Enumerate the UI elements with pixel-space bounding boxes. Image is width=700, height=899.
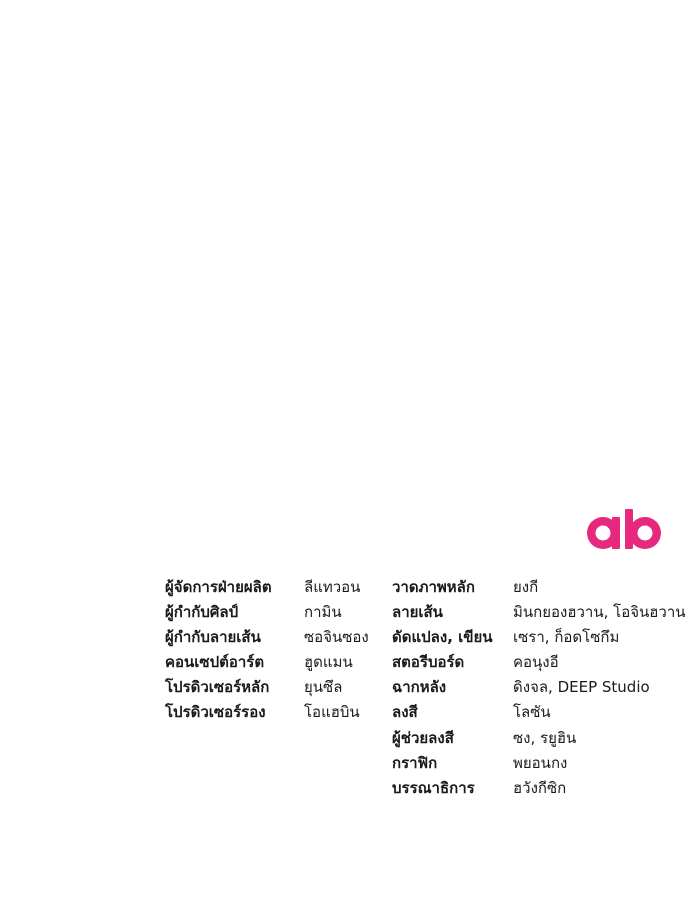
credit-role: ผู้กำกับลายเส้น <box>165 628 261 647</box>
credit-role: วาดภาพหลัก <box>392 578 475 596</box>
credit-role: ดัดแปลง, เขียน <box>392 628 493 647</box>
credit-role: ผู้จัดการฝ่ายผลิต <box>165 578 272 596</box>
credits-left-names <box>304 575 369 726</box>
credit-name: ดิงจล, DEEP Studio <box>513 678 650 697</box>
credits-right-roles <box>392 575 493 801</box>
credit-role: กราฟิก <box>392 753 438 772</box>
credit-name: พยอนกง <box>513 753 568 772</box>
credit-role: ฉากหลัง <box>392 678 447 697</box>
credit-name: โอแฮบิน <box>304 703 360 722</box>
credit-name: ซอจินซอง <box>304 628 369 647</box>
credit-name: คอนุงอี <box>513 653 559 672</box>
credit-name: เซรา, ก็อดโซกึม <box>513 628 620 647</box>
credit-name: กามิน <box>304 603 342 622</box>
credit-role: ผู้ช่วยลงสี <box>392 728 454 747</box>
credit-role: โปรดิวเซอร์รอง <box>165 703 266 722</box>
credits-left-roles <box>165 575 272 726</box>
ab-logo <box>586 508 664 552</box>
credit-name: มินกยองฮวาน, โอจินฮวาน <box>513 603 686 622</box>
credit-role: ลายเส้น <box>392 603 443 622</box>
credit-role: สตอรีบอร์ด <box>392 653 465 672</box>
credit-name: โลซัน <box>513 703 551 722</box>
credit-name: ลีแทวอน <box>304 578 361 596</box>
credit-name: ฮวังกีซิก <box>513 778 567 797</box>
credit-role: ลงสี <box>392 703 418 722</box>
credit-name: ยงกี <box>513 578 539 596</box>
credit-role: โปรดิวเซอร์หลัก <box>165 678 270 697</box>
credits-right-names <box>513 575 686 801</box>
credit-role: บรรณาธิการ <box>392 778 475 797</box>
credit-name: ฮูดแมน <box>304 653 353 672</box>
credit-name: ซง, รยูฮิน <box>513 728 577 747</box>
credit-name: ยุนซึล <box>304 678 343 697</box>
credit-role: ผู้กำกับศิลป์ <box>165 603 239 622</box>
credit-role: คอนเซปต์อาร์ต <box>165 653 265 672</box>
